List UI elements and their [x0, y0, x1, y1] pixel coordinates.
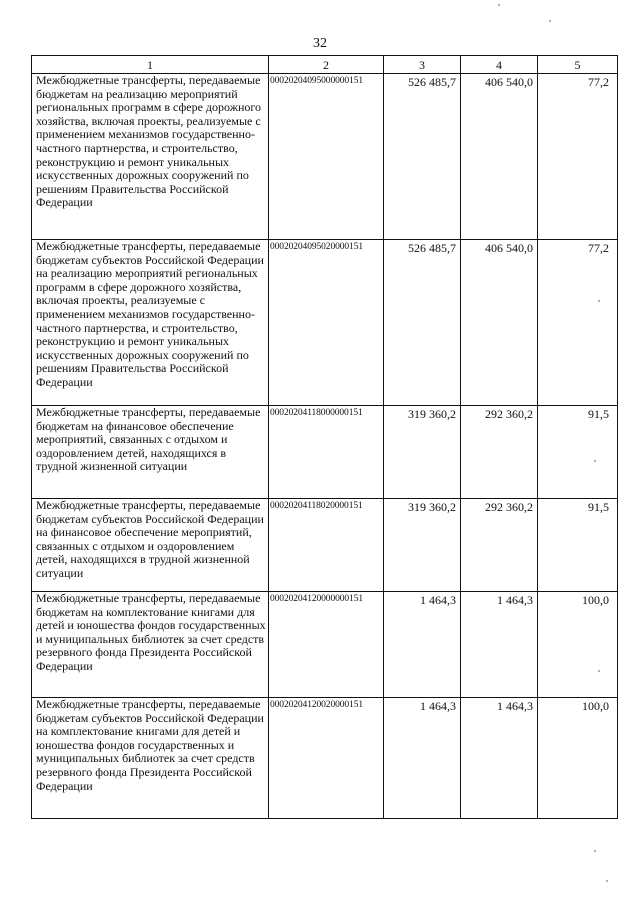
row-percent: 100,0	[538, 698, 618, 819]
row-code: 00020204095020000151	[269, 240, 384, 406]
row-percent: 77,2	[538, 240, 618, 406]
table-row	[32, 406, 618, 499]
row-approved: 526 485,7	[384, 74, 461, 240]
column-header-4: 4	[461, 56, 538, 74]
row-executed: 292 360,2	[461, 406, 538, 499]
row-approved: 526 485,7	[384, 240, 461, 406]
scan-speck	[606, 880, 608, 882]
row-executed: 292 360,2	[461, 499, 538, 592]
row-name: Межбюджетные трансферты, передаваемые бюджетам субъектов Российской Федерации на реализацию мероприятий региональных программ в сфере дорожного хозяйства, включая проекты, реализуемые с применением механизмов государственно-частного партнерства, и строительство, реконструкцию и ремонт уникальных искусственных дорожных сооружений по решениям Правительства Российской Федерации	[32, 240, 269, 406]
page-number: 32	[313, 36, 327, 51]
column-header-2: 2	[269, 56, 384, 74]
row-code: 00020204095000000151	[269, 74, 384, 240]
row-executed: 406 540,0	[461, 74, 538, 240]
row-name: Межбюджетные трансферты, передаваемые бюджетам на реализацию мероприятий региональных программ в сфере дорожного хозяйства, включая проекты, реализуемые с применением механизмов государственно-частного партнерства, и строительство, реконструкцию и ремонт уникальных искусственных дорожных сооружений по решениям Правительства Российской Федерации	[32, 74, 269, 240]
scan-speck	[549, 20, 551, 22]
table-header-row	[32, 56, 618, 74]
row-approved: 319 360,2	[384, 406, 461, 499]
column-header-1: 1	[32, 56, 269, 74]
row-code: 00020204120020000151	[269, 698, 384, 819]
row-name: Межбюджетные трансферты, передаваемые бюджетам на комплектование книгами для детей и юношества фондов государственных и муниципальных библиотек за счет средств резервного фонда Президента Российской Федерации	[32, 592, 269, 698]
row-approved: 1 464,3	[384, 698, 461, 819]
scan-speck	[594, 850, 596, 852]
row-name: Межбюджетные трансферты, передаваемые бюджетам на финансовое обеспечение мероприятий, связанных с отдыхом и оздоровлением детей, находящихся в трудной жизненной ситуации	[32, 406, 269, 499]
column-header-5: 5	[538, 56, 618, 74]
scan-speck	[598, 670, 600, 672]
row-code: 00020204118020000151	[269, 499, 384, 592]
table-row	[32, 240, 618, 406]
table-row	[32, 74, 618, 240]
scan-speck	[598, 300, 600, 302]
budget-table	[31, 55, 618, 819]
row-code: 00020204118000000151	[269, 406, 384, 499]
table-row	[32, 592, 618, 698]
row-approved: 1 464,3	[384, 592, 461, 698]
table-row	[32, 499, 618, 592]
row-percent: 91,5	[538, 406, 618, 499]
row-approved: 319 360,2	[384, 499, 461, 592]
row-executed: 1 464,3	[461, 698, 538, 819]
scan-speck	[498, 4, 500, 6]
row-percent: 100,0	[538, 592, 618, 698]
row-name: Межбюджетные трансферты, передаваемые бюджетам субъектов Российской Федерации на комплектование книгами для детей и юношества фондов государственных и муниципальных библиотек за счет средств резервного фонда Президента Российской Федерации	[32, 698, 269, 819]
row-percent: 77,2	[538, 74, 618, 240]
scan-speck	[594, 460, 596, 462]
table-row	[32, 698, 618, 819]
row-code: 00020204120000000151	[269, 592, 384, 698]
row-name: Межбюджетные трансферты, передаваемые бюджетам субъектов Российской Федерации на финансовое обеспечение мероприятий, связанных с отдыхом и оздоровлением детей, находящихся в трудной жизненной ситуации	[32, 499, 269, 592]
row-executed: 1 464,3	[461, 592, 538, 698]
row-percent: 91,5	[538, 499, 618, 592]
column-header-3: 3	[384, 56, 461, 74]
row-executed: 406 540,0	[461, 240, 538, 406]
